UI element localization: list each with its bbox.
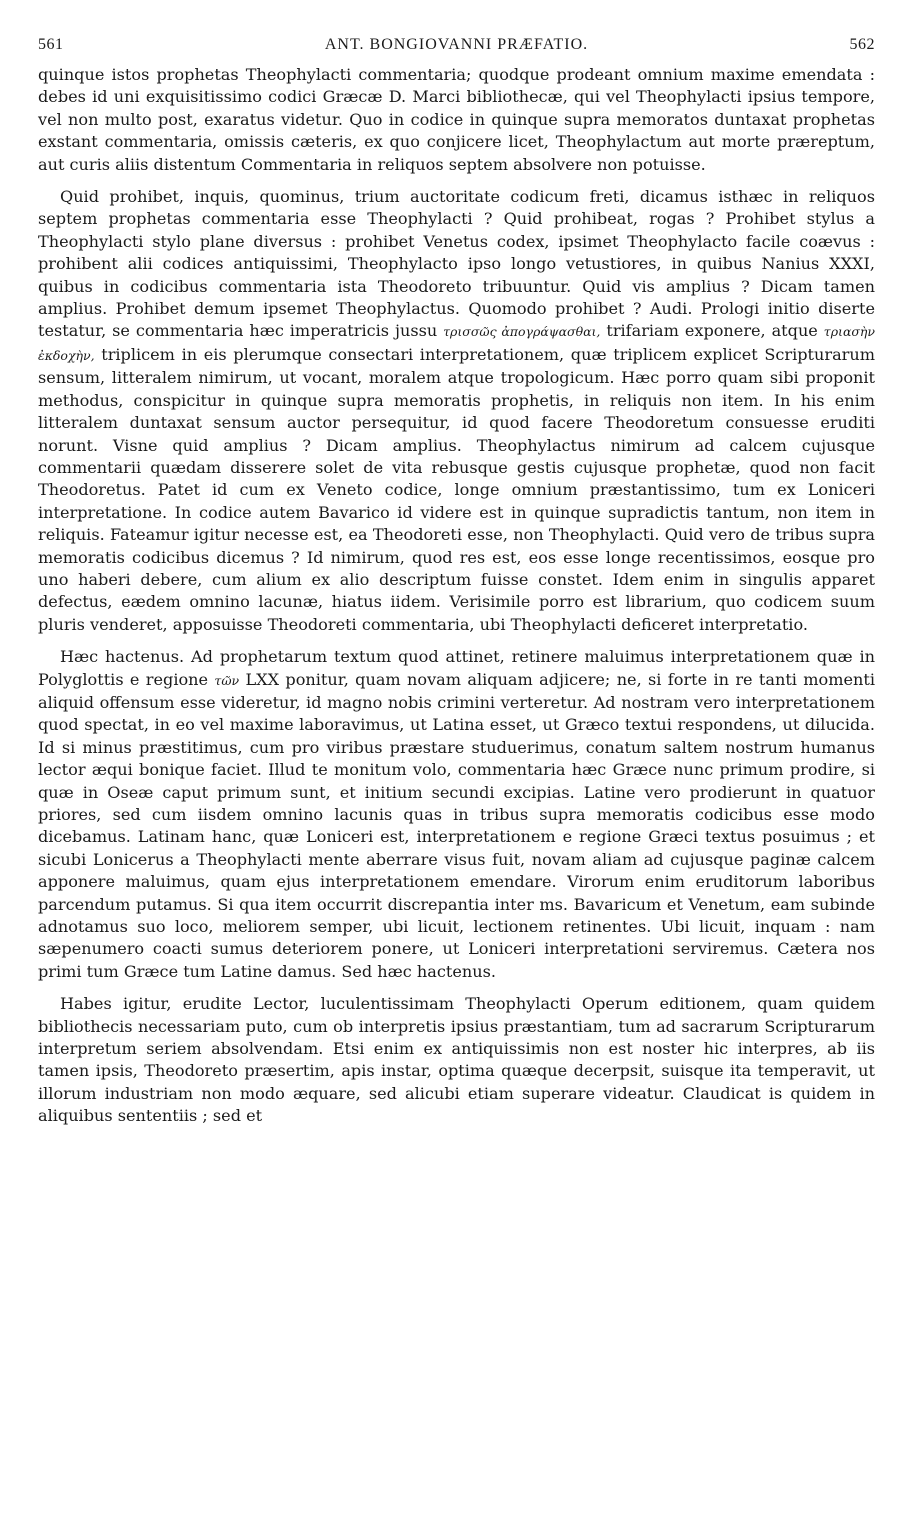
greek-phrase-1: τρισσῶς ἀπογράψασθαι, [443, 324, 601, 340]
page-header [38, 22, 875, 53]
paragraph-3-text-b: LXX ponitur, quam novam aliquam adjicere; ne, si forte in re tanti momenti aliquid offensum esse videretur, id magno nobis crimini verteretur. Ad nostram vero interpretationem quod spectat, in eo vel maxime laboravimus, ut Latina esset, ut Græco textui respondens, ut dilucida. Id si minus præstitimus, cum pro viribus præstare studuerimus, conatum saltem nostrum humanus lector æqui bonique faciet. Illud te monitum volo, commentaria hæc Græce nunc primum prodire, si quæ in Oseæ caput primum sunt, et initium secundi excipias. Latine vero prodierunt in quatuor priores, sed cum iisdem omnino lacunis quas in tribus supra memoratis codicibus esse modo dicebamus. Latinam hanc, quæ Loniceri est, interpretationem e regione Græci textus posuimus ; et sicubi Lonicerus a Theophylacti mente aberrare visus fuit, novam aliam ad cujusque paginæ calcem apponere maluimus, quam ejus interpretationem emendare. Virorum enim eruditorum laboribus parcendum putamus. Si qua item occurrit discrepantia inter ms. Bavaricum et Venetum, eam subinde adnotamus suo loco, meliorem semper, ubi licuit, lectionem retinentes. Ubi licuit, inquam : nam sæpenumero coacti sumus deteriorem ponere, ut Loniceri interpretationi serviremus. Cætera nos primi tum Græce tum Latine damus. Sed hæc hactenus. [38, 669, 875, 981]
paragraph-1: quinque istos prophetas Theophylacti commentaria; quodque prodeant omnium maxime emendata : debes id uni exquisitissimo codici Græcæ D. Marci bibliothecæ, qui vel Theophylacti ipsius tempore, vel non multo post, exaratus videtur. Quo in codice in quinque supra memoratos duntaxat prophetas exstant commentaria, omissis cæteris, ex quo conjicere licet, Theophylactum aut morte præreptum, aut curis aliis distentum Commentaria in reliquos septem absolvere non potuisse. [38, 65, 875, 174]
paragraph-3 [38, 646, 875, 983]
paragraph-2 [38, 186, 875, 636]
page-number-right: 562 [849, 36, 875, 53]
body-text [38, 64, 875, 1128]
page-number-left: 561 [38, 36, 64, 53]
paragraph-2-text-c: triplicem in eis plerumque consectari interpretationem, quæ triplicem explicet Scripturarum sensum, litteralem nimirum, ut vocant, moralem atque tropologicum. Hæc porro quam sibi proponit methodus, conspicitur in quinque supra memoratis prophetis, in reliquis non item. In his enim litteralem duntaxat sensum auctor persequitur, id quod facere Theodoretum consuesse eruditi norunt. Visne quid amplius ? Dicam amplius. Theophylactus nimirum ad calcem cujusque commentarii quædam disserere solet de vita rebusque gestis cujusque prophetæ, quod non facit Theodoretus. Patet id cum ex Veneto codice, longe omnium præstantissimo, tum ex Loniceri interpretatione. In codice autem Bavarico id videre est in quinque supradictis tantum, non item in reliquis. Fateamur igitur necesse est, ea Theodoreti esse, non Theophylacti. Quid vero de tribus supra memoratis codicibus dicemus ? Id nimirum, quod res est, eos esse longe recentissimos, eosque pro uno haberi debere, cum alium ex alio descriptum fuisse constet. Idem enim in singulis apparet defectus, eædem omnino lacunæ, hiatus iidem. Verisimile porro est librarium, quo codicem suum pluris venderet, apposuisse Theodoreti commentaria, ubi Theophylacti deficeret interpretatio. [38, 344, 875, 634]
paragraph-3-text-a: Hæc hactenus. Ad prophetarum textum quod attinet, retinere maluimus interpretationem quæ in Polyglottis e regione [38, 647, 875, 689]
greek-phrase-3: τῶν [214, 672, 240, 688]
paragraph-2-text-b: trifariam exponere, atque [606, 321, 818, 341]
paragraph-2-text-a: Quid prohibet, inquis, quominus, trium auctoritate codicum freti, dicamus isthæc in reliquos septem prophetas commentaria esse Theophylacti ? Quid prohibeat, rogas ? Prohibet stylus a Theophylacti stylo plane diversus : prohibet Venetus codex, ipsimet Theophylacto facile coævus : prohibent alii codices antiquissimi, Theophylacto ipso longo vetustiores, in quibus Nanius XXXI, quibus in codicibus commentaria ista Theodoreto tribuuntur. Quid vis amplius ? Dicam tamen amplius. Prohibet demum ipsemet Theophylactus. Quomodo prohibet ? Audi. Prologi initio diserte testatur, se commentaria hæc imperatricis jussu [38, 187, 875, 341]
running-title: ANT. BONGIOVANNI PRÆFATIO. [324, 36, 589, 53]
paragraph-4: Habes igitur, erudite Lector, luculentissimam Theophylacti Operum editionem, quam quidem bibliothecis necessariam puto, cum ob interpretis ipsius præstantiam, tum ad sacrarum Scripturarum interpretum seriem absolvendam. Etsi enim ex antiquissimis non est noster hic interpres, ab iis tamen ipsis, Theodoreto præsertim, apis instar, optima quæque decerpsit, suisque ita temperavit, ut illorum industriam non modo æquare, sed alicubi etiam superare videatur. Claudicat is quidem in aliquibus sententiis ; sed et [38, 994, 875, 1126]
greek-phrase-2: τριασὴν ἐκδοχὴν, [38, 324, 876, 363]
